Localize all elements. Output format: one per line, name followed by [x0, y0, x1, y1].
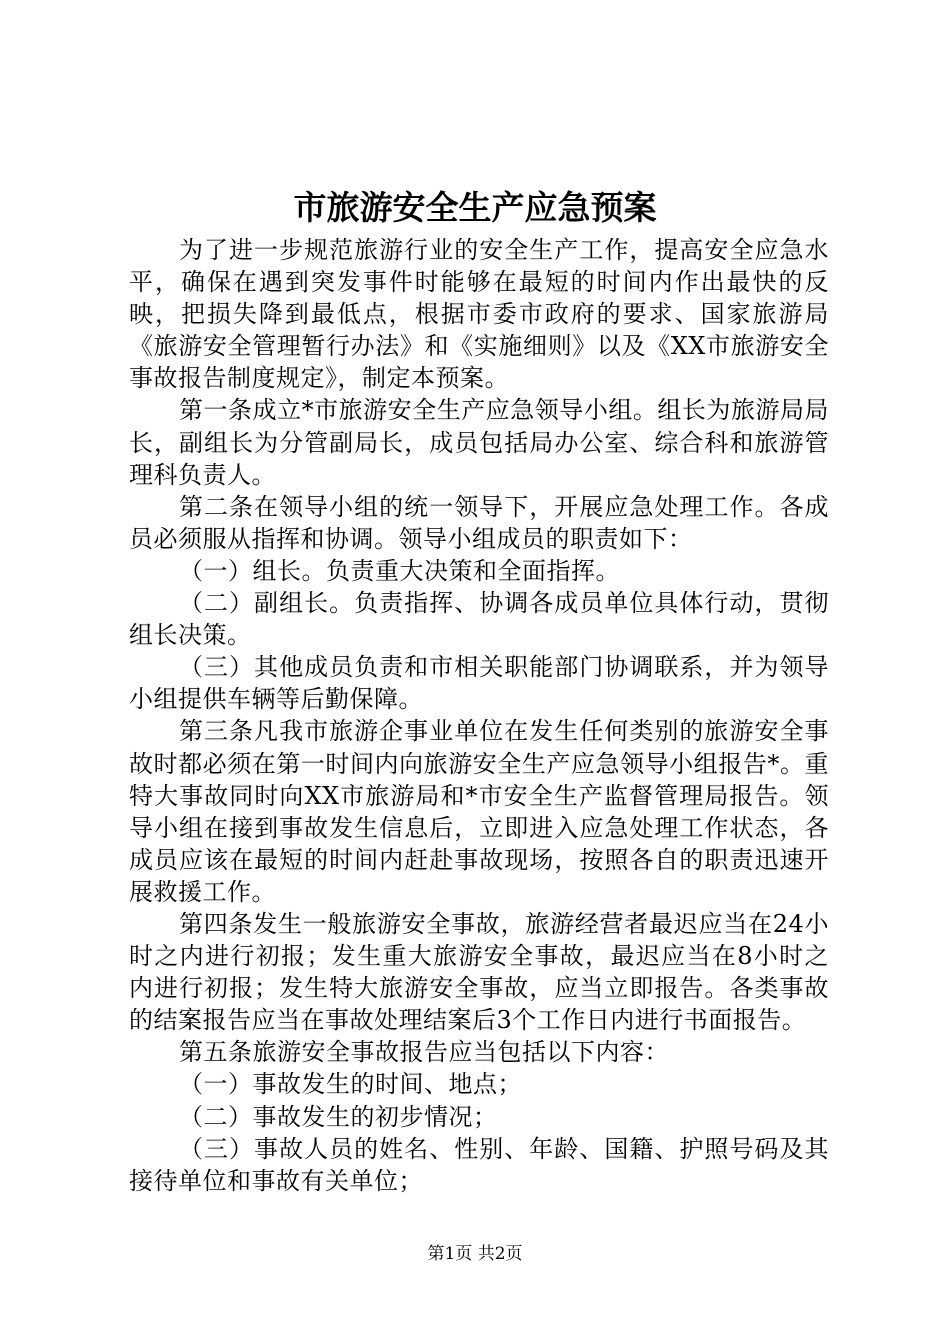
paragraph-report-item-3: （三）事故人员的姓名、性别、年龄、国籍、护照号码及其接待单位和事故有关单位；	[129, 1134, 829, 1195]
paragraph-item-1: （一）组长。负责重大决策和全面指挥。	[179, 556, 620, 585]
document-title: 市旅游安全生产应急预案	[293, 188, 657, 227]
paragraph-article-4: 第四条发生一般旅游安全事故，旅游经营者最迟应当在24小时之内进行初报；发生重大旅游安全事故，最迟应当在8小时之内进行初报；发生特大旅游安全事故，应当立即报告。各类事故的结案报告应当在事故处理结案后3个工作日内进行书面报告。	[129, 909, 829, 1035]
paragraph-item-2: （二）副组长。负责指挥、协调各成员单位具体行动，贯彻组长决策。	[129, 589, 829, 650]
paragraph-report-item-2: （二）事故发生的初步情况；	[179, 1102, 498, 1131]
paragraph-report-item-1: （一）事故发生的时间、地点；	[179, 1070, 522, 1099]
paragraph-article-3: 第三条凡我市旅游企事业单位在发生任何类别的旅游安全事故时都必须在第一时间内向旅游安全生产应急领导小组报告*。重特大事故同时向XX市旅游局和*市安全生产监督管理局报告。领导小组在接到事故发生信息后，立即进入应急处理工作状态，各成员应该在最短的时间内赶赴事故现场，按照各自的职责迅速开展救援工作。	[129, 717, 829, 906]
paragraph-intro: 为了进一步规范旅游行业的安全生产工作，提高安全应急水平，确保在遇到突发事件时能够在最短的时间内作出最快的反映，把损失降到最低点，根据市委市政府的要求、国家旅游局《旅游安全管理暂行办法》和《实施细则》以及《XX市旅游安全事故报告制度规定》，制定本预案。	[129, 236, 829, 393]
paragraph-article-5: 第五条旅游安全事故报告应当包括以下内容：	[179, 1038, 669, 1067]
paragraph-article-1: 第一条成立*市旅游安全生产应急领导小组。组长为旅游局局长，副组长为分管副局长，成员包括局办公室、综合科和旅游管理科负责人。	[129, 396, 829, 489]
page-footer: 第1页 共2页	[427, 1244, 523, 1264]
document-body	[129, 234, 829, 1197]
paragraph-item-3: （三）其他成员负责和市相关职能部门协调联系，并为领导小组提供车辆等后勤保障。	[129, 653, 829, 714]
paragraph-article-2: 第二条在领导小组的统一领导下，开展应急处理工作。各成员必须服从指挥和协调。领导小组成员的职责如下：	[129, 492, 829, 553]
